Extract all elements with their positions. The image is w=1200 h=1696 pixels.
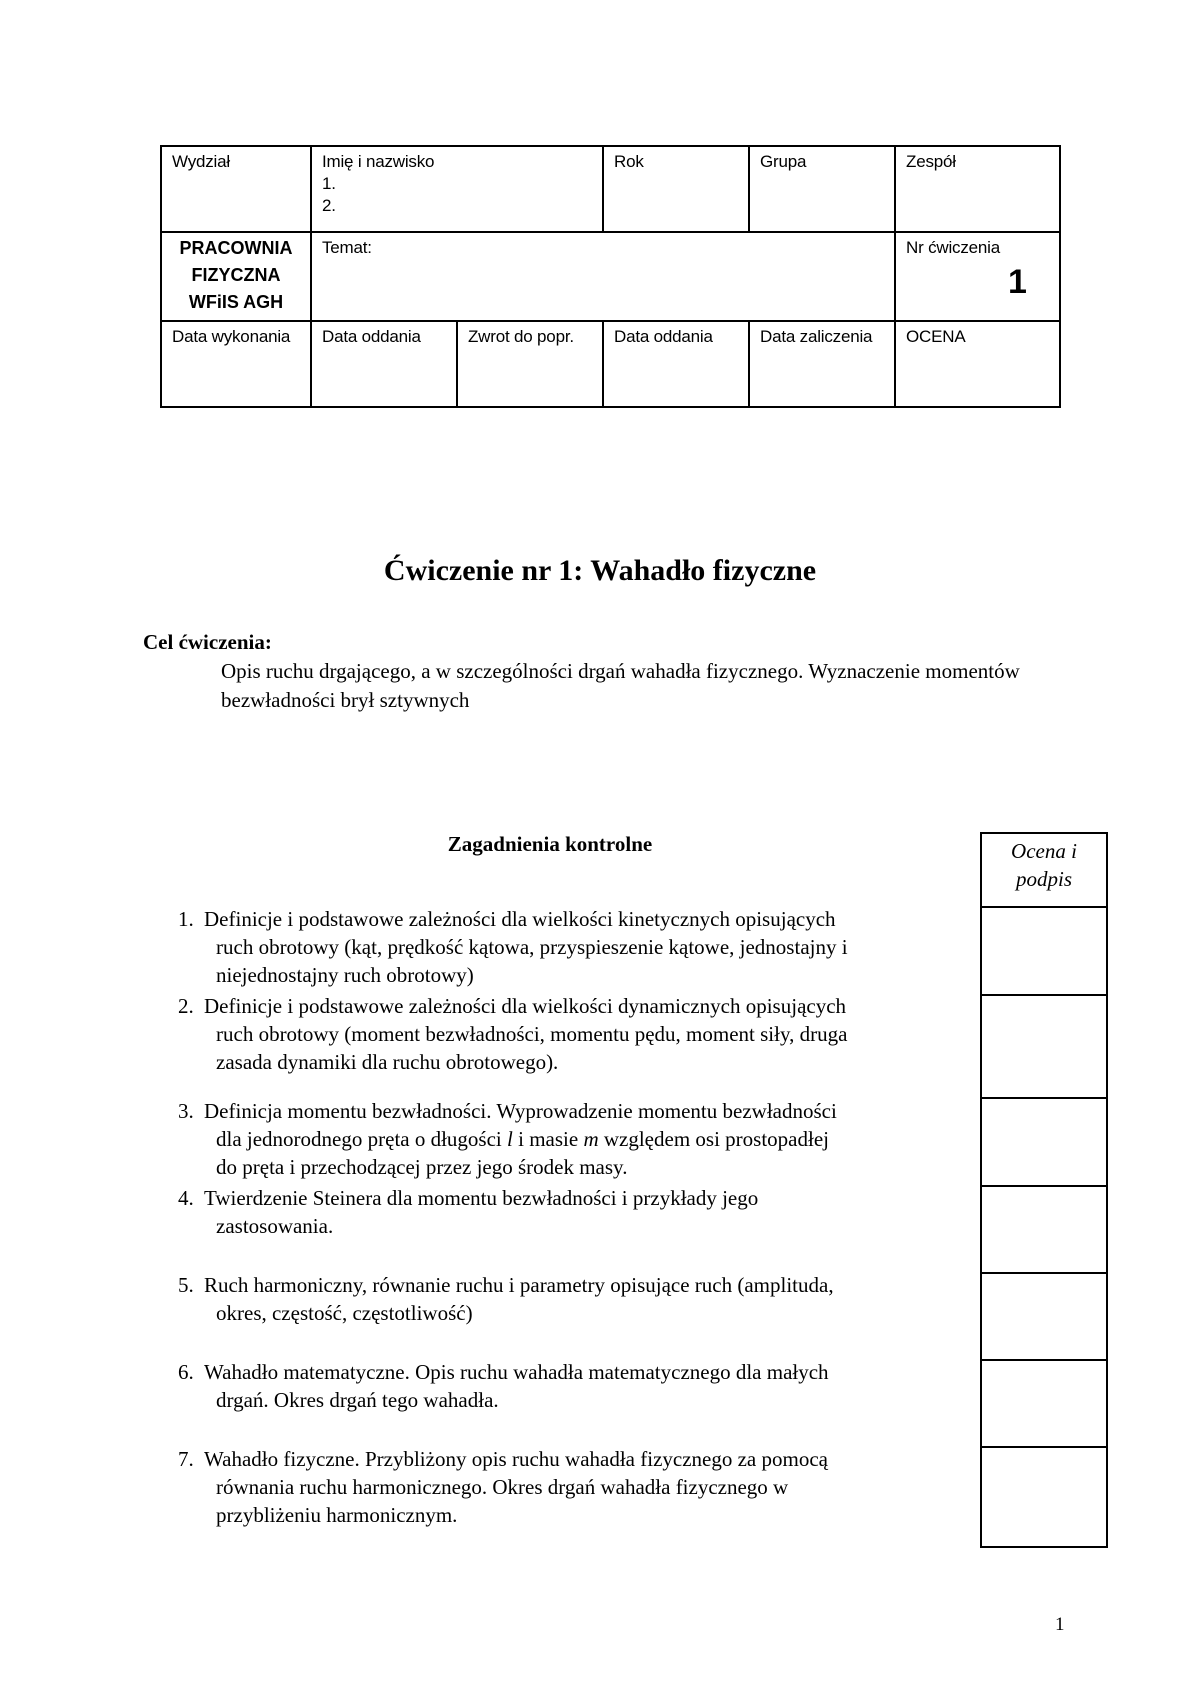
grade-cell[interactable] [982, 1274, 1106, 1361]
grade-cell[interactable] [982, 1448, 1106, 1546]
question-line: Wahadło fizyczne. Przybliżony opis ruchu wahadła fizycznego za pomocą [204, 1447, 828, 1471]
grade-header [982, 834, 1106, 908]
goal-text: Opis ruchu drgającego, a w szczególności drgań wahadła fizycznego. Wyznaczenie momentów bezwładności brył sztywnych [221, 659, 1020, 712]
question-line: zasada dynamiki dla ruchu obrotowego). [216, 1050, 559, 1074]
question-number: 5. [178, 1273, 194, 1297]
cell-zwrot [457, 321, 603, 407]
header-table [160, 145, 1061, 408]
value-nr-cwiczenia: 1 [1008, 263, 1027, 301]
grade-cell[interactable] [982, 908, 1106, 996]
question-line: okres, częstość, częstotliwość) [216, 1301, 473, 1325]
question-item-4 [178, 1184, 958, 1240]
question-line: drgań. Okres drgań tego wahadła. [216, 1388, 499, 1412]
label-wydzial: Wydział [172, 152, 230, 171]
question-line: Definicje i podstawowe zależności dla wielkości dynamicznych opisujących [204, 994, 847, 1018]
question-item-1 [178, 905, 958, 989]
grade-cell[interactable] [982, 1187, 1106, 1274]
grade-cell[interactable] [982, 996, 1106, 1099]
question-line: Ruch harmoniczny, równanie ruchu i parametry opisujące ruch (amplituda, [204, 1273, 834, 1297]
cell-imie [311, 146, 603, 232]
grade-cell[interactable] [982, 1361, 1106, 1448]
question-item-7 [178, 1445, 958, 1529]
question-line: Wahadło matematyczne. Opis ruchu wahadła matematycznego dla małych [204, 1360, 829, 1384]
grade-header-line-2: podpis [1015, 867, 1072, 891]
label-pracownia-1: PRACOWNIA [179, 238, 293, 258]
question-item-6 [178, 1358, 958, 1414]
cell-nr-cwiczenia [895, 232, 1060, 321]
cell-pracownia [161, 232, 311, 321]
label-data-oddania-2: Data oddania [614, 327, 713, 346]
question-number: 3. [178, 1099, 194, 1123]
question-item-5 [178, 1271, 958, 1327]
grade-cell[interactable] [982, 1099, 1106, 1187]
label-data-wykonania: Data wykonania [172, 327, 291, 346]
question-text: względem osi prostopadłej [598, 1127, 829, 1151]
page-number: 1 [1055, 1614, 1065, 1635]
cell-data-zaliczenia [749, 321, 895, 407]
question-line [178, 1125, 958, 1153]
cell-rok [603, 146, 749, 232]
label-ocena: OCENA [906, 327, 966, 346]
variable-m: m [583, 1127, 599, 1151]
question-line: Definicje i podstawowe zależności dla wielkości kinetycznych opisujących [204, 907, 836, 931]
cell-zespol [895, 146, 1060, 232]
label-imie: Imię i nazwisko [322, 152, 435, 171]
question-line: do pręta i przechodzącej przez jego środek masy. [216, 1155, 628, 1179]
question-line: Definicja momentu bezwładności. Wyprowadzenie momentu bezwładności [204, 1099, 837, 1123]
cell-wydzial [161, 146, 311, 232]
questions-title: Zagadnienia kontrolne [447, 832, 653, 856]
question-text: dla jednorodnego pręta o długości [216, 1127, 508, 1151]
label-zwrot: Zwrot do popr. [468, 327, 574, 346]
label-grupa: Grupa [760, 152, 807, 171]
question-text: i masie [512, 1127, 584, 1151]
variable-l: l [507, 1127, 513, 1151]
question-line: ruch obrotowy (kąt, prędkość kątowa, przyspieszenie kątowe, jednostajny i [216, 935, 848, 959]
label-pracownia-2: FIZYCZNA [191, 265, 281, 285]
cell-ocena [895, 321, 1060, 407]
label-pracownia-3: WFiIS AGH [188, 292, 284, 312]
label-imie-2: 2. [322, 196, 336, 215]
question-line: ruch obrotowy (moment bezwładności, momentu pędu, moment siły, druga [216, 1022, 848, 1046]
question-item-2 [178, 992, 958, 1076]
label-imie-1: 1. [322, 174, 336, 193]
goal-label: Cel ćwiczenia: [143, 630, 272, 654]
label-data-oddania-1: Data oddania [322, 327, 421, 346]
page-title: Ćwiczenie nr 1: Wahadło fizyczne [383, 554, 817, 587]
question-line: niejednostajny ruch obrotowy) [216, 963, 474, 987]
label-zespol: Zespół [906, 152, 956, 171]
cell-data-oddania-2 [603, 321, 749, 407]
question-number: 1. [178, 907, 194, 931]
question-number: 4. [178, 1186, 194, 1210]
cell-data-oddania-1 [311, 321, 457, 407]
label-data-zaliczenia: Data zaliczenia [760, 327, 873, 346]
label-temat: Temat: [322, 238, 372, 257]
question-number: 2. [178, 994, 194, 1018]
grade-column [980, 832, 1108, 1548]
question-number: 6. [178, 1360, 194, 1384]
cell-data-wykonania [161, 321, 311, 407]
cell-temat [311, 232, 895, 321]
label-rok: Rok [614, 152, 644, 171]
question-line: przybliżeniu harmonicznym. [216, 1503, 458, 1527]
question-line: Twierdzenie Steinera dla momentu bezwładności i przykłady jego [204, 1186, 759, 1210]
question-number: 7. [178, 1447, 194, 1471]
question-line: równania ruchu harmonicznego. Okres drgań wahadła fizycznego w [216, 1475, 789, 1499]
cell-grupa [749, 146, 895, 232]
label-nr-cwiczenia: Nr ćwiczenia [906, 238, 1000, 257]
grade-header-line-1: Ocena i [1011, 839, 1077, 863]
question-line: zastosowania. [216, 1214, 334, 1238]
question-item-3 [178, 1097, 958, 1181]
